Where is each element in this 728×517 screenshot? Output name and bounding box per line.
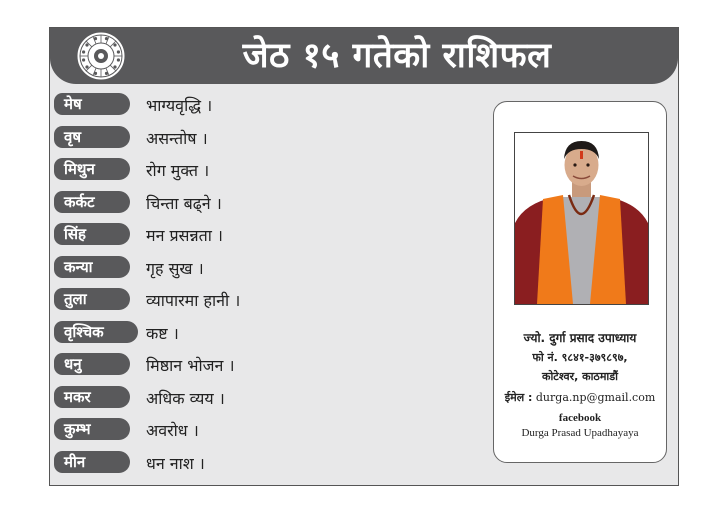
sign-badge: मीन bbox=[54, 451, 130, 473]
rashifal-panel bbox=[49, 27, 679, 486]
prediction-text: व्यापारमा हानी । bbox=[146, 291, 241, 310]
prediction-text: अधिक व्यय । bbox=[146, 388, 225, 408]
astrologer-phone: फो नं. ९८४१-३७९८९७, bbox=[532, 351, 628, 364]
sign-badge: कर्कट bbox=[54, 191, 130, 213]
header-banner bbox=[50, 28, 678, 84]
prediction-text: मिष्ठान भोजन । bbox=[146, 356, 235, 375]
email-label: ईमेल : bbox=[504, 391, 533, 404]
zodiac-wheel-icon bbox=[75, 30, 127, 82]
sign-badge: तुला bbox=[54, 288, 130, 310]
astrologer-card bbox=[493, 101, 667, 463]
email-address: durga.np@gmail.com bbox=[535, 391, 656, 404]
prediction-text: भाग्यवृद्धि । bbox=[146, 96, 213, 115]
astrologer-email-line bbox=[494, 390, 666, 405]
astrologer-portrait-icon bbox=[515, 133, 648, 304]
prediction-text: असन्तोष । bbox=[146, 128, 208, 148]
prediction-text: गृह सुख । bbox=[146, 258, 204, 278]
astrologer-name: ज्यो. दुर्गा प्रसाद उपाध्याय bbox=[523, 331, 637, 345]
prediction-text: अवरोध । bbox=[146, 421, 199, 440]
sign-badge: मकर bbox=[54, 386, 130, 408]
sign-badge: सिंह bbox=[54, 223, 130, 245]
sign-badge: कन्या bbox=[54, 256, 130, 278]
astrologer-location: कोटेश्वर, काठमाडौं bbox=[542, 370, 618, 383]
prediction-text: धन नाश । bbox=[146, 453, 205, 473]
prediction-text: रोग मुक्त । bbox=[146, 161, 210, 180]
prediction-text: मन प्रसन्नता । bbox=[146, 226, 223, 245]
sign-badge: कुम्भ bbox=[54, 418, 130, 440]
facebook-label: facebook bbox=[558, 412, 602, 424]
sign-badge: वृष bbox=[54, 126, 130, 148]
astrologer-photo bbox=[514, 132, 649, 305]
prediction-text: चिन्ता बढ्ने । bbox=[146, 193, 222, 213]
sign-badge: मेष bbox=[54, 93, 130, 115]
sign-badge: धनु bbox=[54, 353, 130, 375]
facebook-name: Durga Prasad Upadhayaya bbox=[521, 427, 639, 439]
prediction-text: कष्ट । bbox=[146, 323, 179, 343]
sign-badge: वृश्चिक bbox=[54, 321, 138, 343]
page-title: जेठ १५ गतेको राशिफल bbox=[242, 36, 552, 76]
sign-badge: मिथुन bbox=[54, 158, 130, 180]
